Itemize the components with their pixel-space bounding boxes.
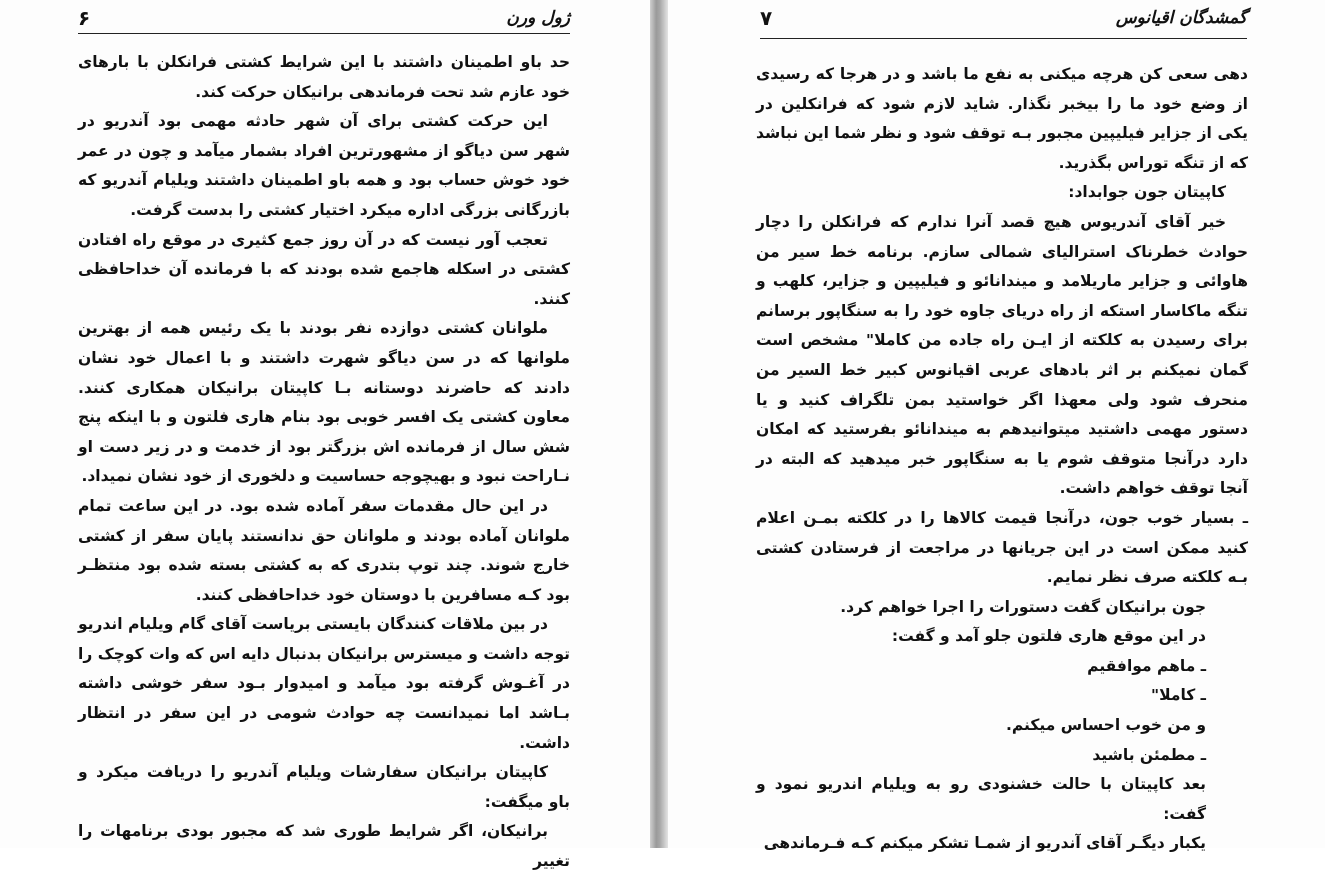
paragraph: ملوانان کشتی دوازده نفر بودند با یک رئیس همه از بهترین ملوانها که در سن دیاگو شهرت داشتند و با اعمال خود نشان دادند که حاضرند دوستانه بـا کاپیتان برانیکان همکاری کنند. معاون کشتی یک افسر خوبی بود بنام هاری فلتون و با اینکه پنج شش سال از فرمانده اش بزرگتر بود از خدمت و در زیر دست او نـاراحت نبود و بهیچوجه حساسیت و دلخوری از خود نشان نمیداد.: [78, 319, 570, 486]
paragraph: دهی سعی کن هرچه میکنی به نفع ما باشد و در هرجا که رسیدی از وضع خود ما را بیخبر نگذار. شاید لازم شود که فرانکلین در یکی از جزایر فیلیپین مجبور بـه توقف شود و نظر شما این نباشد که از تنگه توراس بگذرید.: [756, 65, 1248, 172]
paragraph: این حرکت کشتی برای آن شهر حادثه مهمی بود آندریو در شهر سن دیاگو از مشهورترین افراد بشمار میآمد و چون در عمر خود خوش حساب بود و همه باو اطمینان داشتند ویلیام آندریو که بازرگانی بزرگی اداره میکرد اختیار کشتی را بدست گرفت.: [78, 112, 570, 219]
page-header: [760, 6, 1247, 30]
body-text: [78, 48, 570, 877]
body-text: [756, 60, 1248, 859]
header-rule: [760, 38, 1247, 39]
dialogue-line: در این موقع هاری فلتون جلو آمد و گفت:: [891, 627, 1206, 646]
dialogue-line: ـ کاملا": [1151, 686, 1206, 705]
running-header-book-title: گمشدگان اقیانوس: [1115, 8, 1247, 28]
dialogue-line: جون برانیکان گفت دستورات را اجرا خواهم کرد.: [840, 597, 1206, 616]
dialogue-line: ـ مطمئن باشید: [1092, 745, 1206, 764]
header-rule: [78, 33, 570, 34]
left-page: [0, 0, 650, 871]
dialogue-line: یکبار دیگـر آقای آندریو از شمـا تشکر میکنم کـه فـرماندهی: [763, 834, 1206, 853]
paragraph: در این حال مقدمات سفر آماده شده بود. در این ساعت تمام ملوانان آماده بودند و ملوانان حق ندانستند پایان سفر از کشتی خارج شوند. چند توپ بتدری که به کشتی بسته شده بود منتظـر بود کـه مسافرین با دوستان خود خداحافظی کنند.: [78, 496, 570, 604]
page-number: ۶: [78, 6, 91, 30]
paragraph: ـ بسیار خوب جون، درآنجا قیمت کالاها را در کلکته بمـن اعلام کنید ممکن است در این جریانها در مراجعت از فرستادن کشتی بـه کلکته صرف نظر نمایم.: [756, 508, 1248, 587]
paragraph: خیر آقای آندریوس هیچ قصد آنرا ندارم که فرانکلن را دچار حوادث خطرناک استرالیای شمالی سازم. برنامه خط سیر من هاوائی و جزایر ماریلامد و میندانائو و فیلیپین و جزایر، کلهب و تنگه ماکاسار استکه از راه دریای جاوه خود را به سنگاپور برسانم برای رسیدن به کلکته از ایـن راه جاده من کاملا" مشخص است گمان نمیکنم بر اثر بادهای عربی اقیانوس کبیر خط السیر من منحرف شود ولی معهذا اگر خواستید بمن تلگراف کنید و یا دستور مهمی داشتید میتوانیدهم به میندانائو بفرستید که امکان دارد درآنجا متوقف شوم یا به سنگاپور خبر میدهید که البته در آنجا توقف خواهم داشت.: [756, 212, 1248, 498]
paragraph: تعجب آور نیست که در آن روز جمع کثیری در موقع راه افتادن کشتی در اسکله هاجمع شده بودند که با فرمانده آن خداحافظی کنند.: [78, 230, 570, 308]
page-number: ۷: [760, 6, 773, 30]
paragraph: کاپیتان جون جوابداد:: [1068, 183, 1226, 202]
dialogue-line: بعد کاپیتان با حالت خشنودی رو به ویلیام اندریو نمود و گفت:: [756, 775, 1206, 823]
paragraph: برانیکان، اگر شرایط طوری شد که مجبور بودی برنامهات را تغییر: [78, 822, 570, 871]
paragraph: در بین ملاقات کنندگان بایستی بریاست آقای گام ویلیام اندریو توجه داشت و میسترس برانیکان بدنبال دایه اس که وات کوچک را در آغـوش گرفته بود میآمد و امیدوار بـود سفر خوشی داشته بـاشد اما نمیدانست چه حوادث شومی در این سفر در انتظار داشت.: [78, 615, 570, 752]
running-header-author: ژول ورن: [506, 8, 570, 28]
paragraph: حد باو اطمینان داشتند با این شرایط کشتی فرانکلن با بارهای خود عازم شد تحت فرماندهی برانیکان حرکت کند.: [78, 53, 570, 101]
page-header: [78, 6, 570, 30]
dialogue-line: ـ ماهم موافقیم: [1087, 656, 1206, 675]
dialogue-line: و من خوب احساس میکنم.: [1005, 716, 1206, 735]
right-page: [668, 0, 1325, 853]
book-gutter: [650, 0, 668, 848]
paragraph: کاپیتان برانیکان سفارشات ویلیام آندریو را دریافت میکرد و باو میگفت:: [78, 763, 570, 811]
